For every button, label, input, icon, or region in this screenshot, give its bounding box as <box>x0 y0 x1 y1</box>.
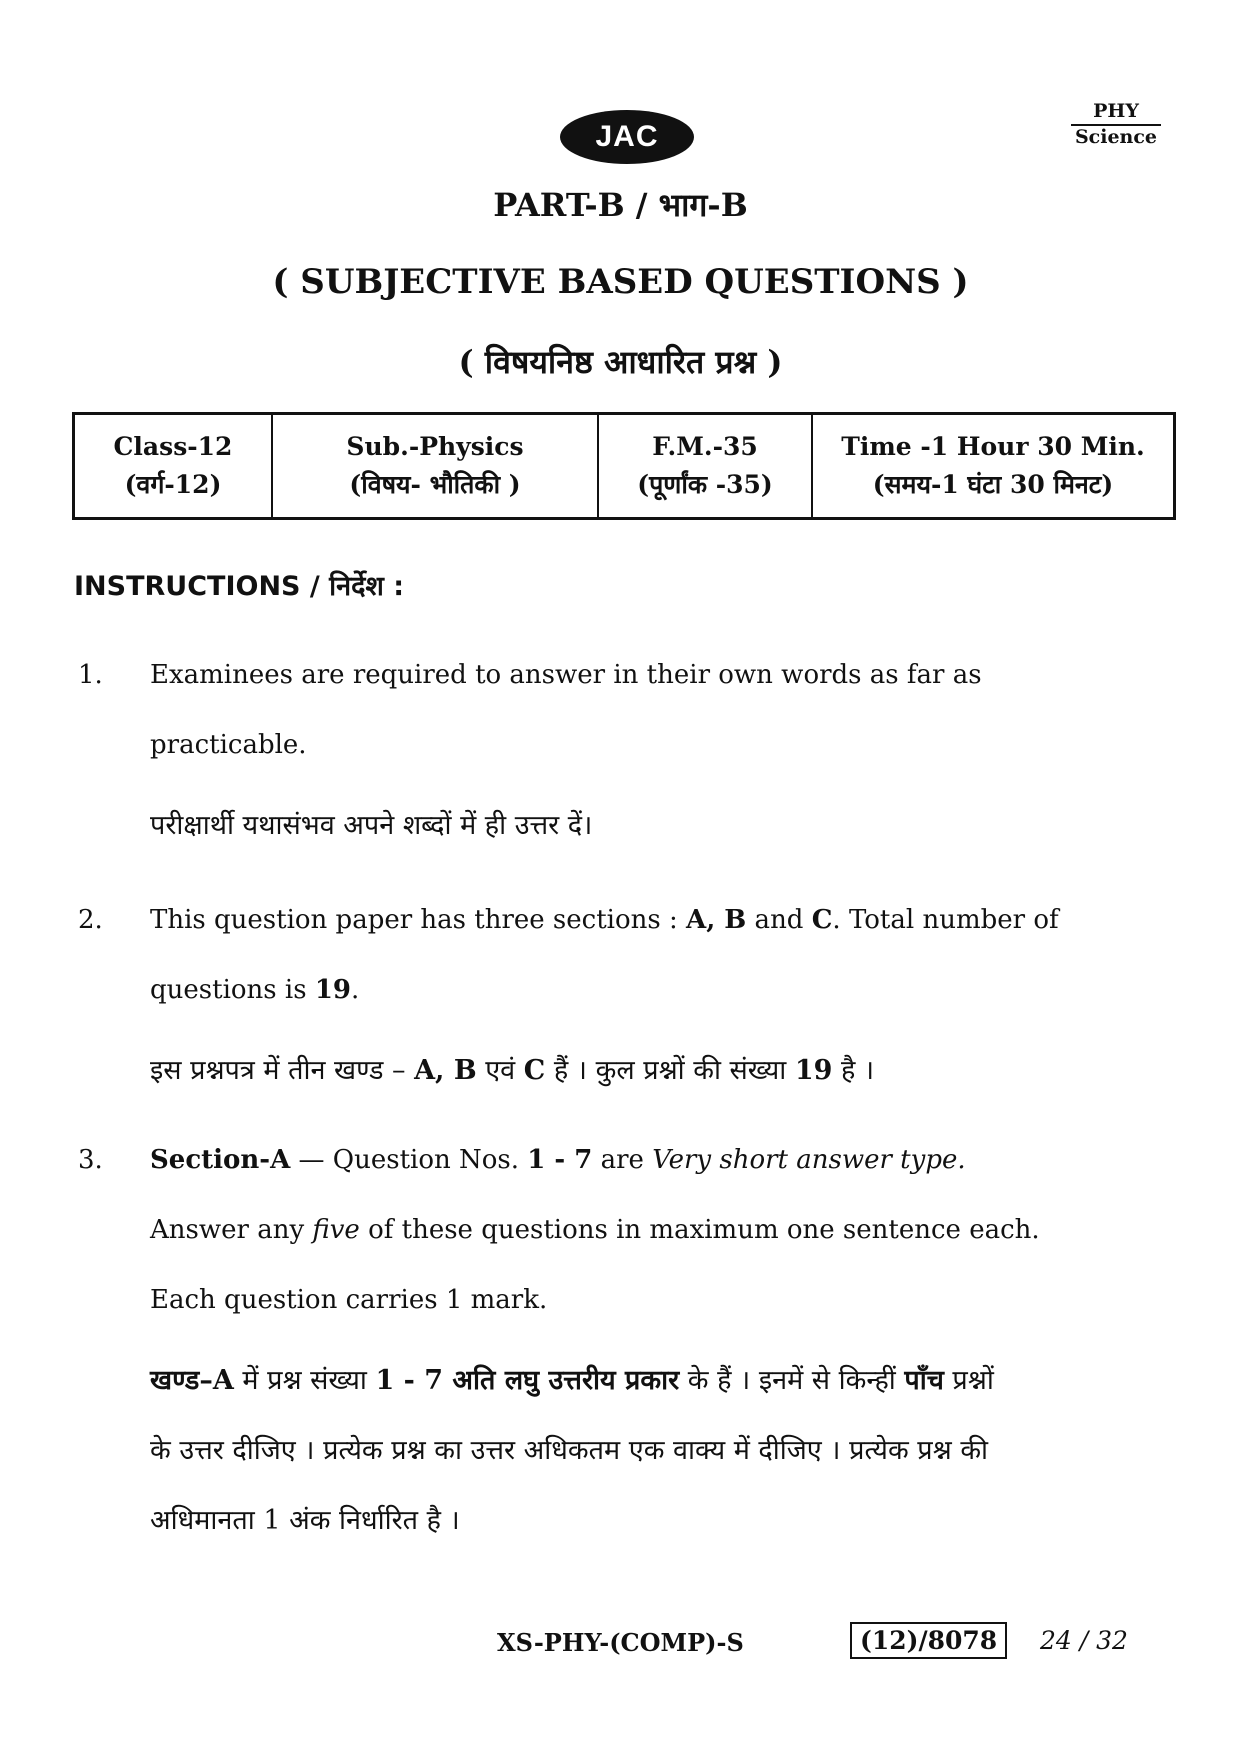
marks-hi: (पूर्णांक -35) <box>637 470 773 499</box>
instruction-1-hi-line1: परीक्षार्थी यथासंभव अपने शब्दों में ही उत्तर दें। <box>150 810 593 841</box>
instruction-3-en-line1: Section-A — Question Nos. 1 - 7 are Very short answer type. <box>150 1145 966 1175</box>
subject-en: Sub.-Physics <box>346 432 524 461</box>
instruction-2-en-line1: This question paper has three sections : A, B and C. Total number of <box>150 905 1059 935</box>
instruction-number: 2. <box>78 905 103 935</box>
instruction-3-hi-line2: के उत्तर दीजिए । प्रत्येक प्रश्न का उत्तर अधिकतम एक वाक्य में दीजिए । प्रत्येक प्रश्न की <box>150 1435 989 1466</box>
section-title-hindi: ( विषयनिष्ठ आधारित प्रश्न ) <box>458 343 783 381</box>
subject-code-top: PHY <box>1071 100 1161 126</box>
instruction-3-hi-line1: खण्ड–A में प्रश्न संख्या 1 - 7 अति लघु उत्तरीय प्रकार के हैं । इनमें से किन्हीं पाँच प्रश्नों <box>150 1365 994 1396</box>
subject-code-bottom: Science <box>1074 126 1158 148</box>
class-en: Class-12 <box>113 432 233 461</box>
subject-hi: (विषय- भौतिकी ) <box>349 470 521 499</box>
booklet-code-box: (12)/8078 <box>850 1622 1007 1659</box>
time-hi: (समय-1 घंटा 30 मिनट) <box>872 470 1114 499</box>
instruction-1-en-line1: Examinees are required to answer in their own words as far as <box>150 660 982 690</box>
jac-logo: JAC <box>560 110 694 164</box>
marks-cell <box>598 414 812 519</box>
section-title: ( SUBJECTIVE BASED QUESTIONS ) <box>272 262 969 302</box>
instruction-1-en-line2: practicable. <box>150 730 307 760</box>
instruction-3-hi-line3: अधिमानता 1 अंक निर्धारित है । <box>150 1505 460 1536</box>
part-title: PART-B / भाग-B <box>493 186 748 224</box>
time-en: Time -1 Hour 30 Min. <box>841 432 1145 461</box>
instructions-heading: INSTRUCTIONS / निर्देश : <box>74 571 405 602</box>
subject-cell <box>272 414 598 519</box>
instruction-2-en-line2: questions is 19. <box>150 975 360 1005</box>
paper-code: XS-PHY-(COMP)-S <box>497 1628 744 1657</box>
marks-en: F.M.-35 <box>652 432 758 461</box>
exam-info-table <box>72 412 1176 520</box>
instruction-number: 1. <box>78 660 103 690</box>
instruction-2-hi-line1: इस प्रश्नपत्र में तीन खण्ड – A, B एवं C हैं । कुल प्रश्नों की संख्या 19 है । <box>150 1055 875 1086</box>
class-cell <box>74 414 273 519</box>
instruction-3-en-line3: Each question carries 1 mark. <box>150 1285 548 1315</box>
page-number: 24 / 32 <box>1040 1626 1128 1655</box>
subject-code <box>1061 100 1171 148</box>
instruction-number: 3. <box>78 1145 103 1175</box>
instruction-3-en-line2: Answer any five of these questions in maximum one sentence each. <box>150 1215 1040 1245</box>
class-hi: (वर्ग-12) <box>124 470 222 499</box>
time-cell <box>812 414 1175 519</box>
